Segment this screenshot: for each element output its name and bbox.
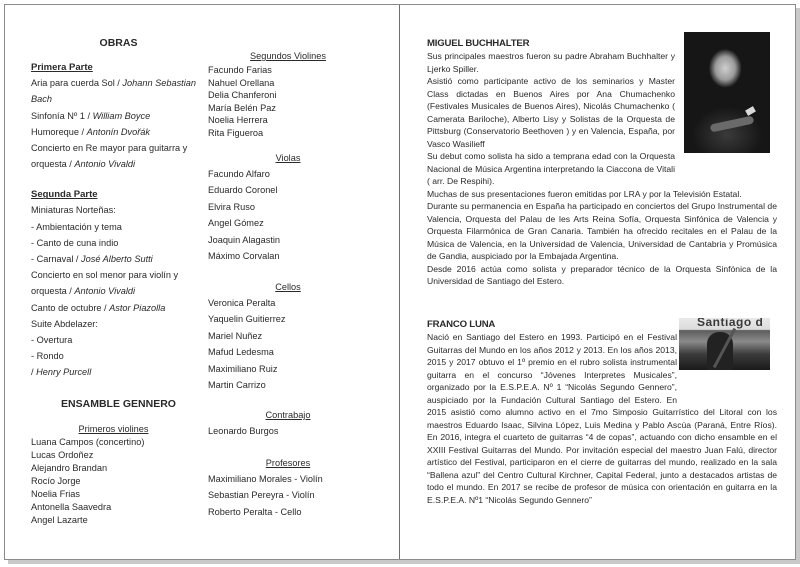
work-title: / bbox=[31, 367, 37, 378]
member-list bbox=[31, 436, 206, 527]
bio-paragraph: Desde 2016 actúa como solista y preparador técnico de la Orquesta Sinfónica de la Universidad de Santiago del Estero. bbox=[427, 263, 777, 286]
bio-paragraph: Asistió como participante activo de los seminarios y Master Class dictadas en Buenos Aires por Ana Chumachenko (Festivales Musicales de Buenos Aires), Nicolás Chumachenko ( Camerata Bariloche), Alberto Lisy y Solistas de la Orquesta de Pittsburg (Conservatorio Beethoven ) y en Valencia, España, por Vasco Wasilieff bbox=[427, 76, 675, 149]
member-name: Mariel Nuñez bbox=[208, 330, 263, 341]
work-title: - Carnaval / bbox=[31, 254, 82, 265]
work-composer: Johann Sebastian Bach bbox=[31, 78, 196, 105]
work-title: - Ambientación y tema bbox=[31, 221, 122, 232]
program-work bbox=[31, 348, 206, 364]
member-name: Sebastian Pereyra - Violín bbox=[208, 490, 315, 501]
program-work bbox=[31, 251, 206, 267]
work-composer: Henry Purcell bbox=[36, 367, 92, 378]
section-heading: Contrabajo bbox=[265, 410, 311, 420]
program-work bbox=[31, 364, 206, 380]
bio-name: MIGUEL BUCHHALTER bbox=[427, 38, 530, 49]
section-heading: Profesores bbox=[265, 458, 311, 468]
section-teachers bbox=[208, 457, 368, 520]
member-name: Noelia Herrera bbox=[208, 115, 268, 126]
work-title: Concierto en Re mayor para guitarra y orquesta / bbox=[31, 143, 188, 170]
member-name: Veronica Peralta bbox=[208, 298, 276, 308]
member-name: Facundo Alfaro bbox=[208, 169, 270, 179]
bio-paragraph: Muchas de sus presentaciones fueron emitidas por LRA y por la Televisión Estatal. bbox=[427, 188, 742, 199]
member-name: Joaquin Alagastin bbox=[208, 234, 281, 245]
member-name: Maximiliano Morales - Violín bbox=[208, 474, 323, 484]
program-work bbox=[31, 75, 206, 107]
work-title: Sinfonía Nº 1 / bbox=[31, 110, 93, 121]
bio-paragraph: Su debut como solista ha sido a temprana edad con la Orquesta Nacional de Música Argentina interpretando la Ciaccona de Vitali ( arr. De Respihi). bbox=[427, 151, 675, 186]
program-work bbox=[31, 140, 206, 172]
member-name: Rita Figueroa bbox=[208, 127, 264, 138]
second-part-works bbox=[31, 202, 206, 380]
member-name: Eduardo Coronel bbox=[208, 185, 278, 196]
work-composer: Antonio Vivaldi bbox=[74, 286, 136, 297]
member-name: Elvira Ruso bbox=[208, 201, 255, 212]
program-work bbox=[31, 202, 206, 218]
bio-franco-luna bbox=[427, 318, 777, 506]
member-list bbox=[208, 166, 368, 264]
member-list bbox=[208, 64, 368, 140]
work-title: - Rondo bbox=[31, 351, 64, 362]
work-title: Canto de octubre / bbox=[31, 302, 110, 313]
section-heading: Cellos bbox=[275, 282, 301, 292]
second-part-title: Segunda Parte bbox=[31, 189, 98, 201]
section-cellos bbox=[208, 281, 368, 393]
work-title: - Canto de cuna indio bbox=[31, 237, 119, 248]
work-title: Aria para cuerda Sol / bbox=[31, 78, 123, 89]
member-name: Luana Campos (concertino) bbox=[31, 437, 145, 447]
member-list bbox=[208, 295, 368, 393]
member-name: Máximo Corvalan bbox=[208, 251, 280, 262]
section-first-violins bbox=[31, 423, 206, 527]
section-heading: Segundos Violines bbox=[250, 51, 326, 61]
member-name: Roberto Peralta - Cello bbox=[208, 506, 302, 517]
bio-paragraph bbox=[427, 331, 777, 506]
work-composer: Antonín Dvořák bbox=[86, 126, 150, 137]
section-heading: Violas bbox=[275, 153, 301, 163]
work-title: Suite Abdelazer: bbox=[31, 318, 98, 329]
work-title: Humoreque / bbox=[31, 126, 87, 137]
member-name: Angel Gómez bbox=[208, 218, 264, 229]
photo-banner-text: Santiago d bbox=[697, 318, 764, 329]
section-double-bass bbox=[208, 409, 368, 439]
work-title: - Overtura bbox=[31, 335, 73, 346]
program-work bbox=[31, 332, 206, 348]
bio-text: Nació en Santiago del Estero en 1993. Participó en el Festival Guitarras del Mundo en los años 2012 y 2013. En los años 2013, 2015 y 2017 obtuvo el 1º premio en el rubro solista instrumental guitarra en el concurso “Jóvenes Interpretes Musicales”, organizado por la E.S.P.E.A. Nº 1 “Nicolás Segundo Gennero”, auspiciado por la Fundación Cultural Santiago del Estero. En 2015 asistió como alumno activo en el 7mo Simposio Guitarrístico del Litoral con los maestros Eduardo Isaac, Silvina López, Luis Medina y Pablo Ascúa (Paraná, Entre Ríos). En 2016, integra el cuarteto de guitarras “4 de copas”, actuando con dicho ensamble en el XXIII Festival Guitarras del Mundo. Por invitación especial del maestro Juan Falú, director artístico del Festival, participaron en el cierre de guitarras del mundo, realizado en la sala “Ballena azul” del Centro Cultural Kirchner, Capital Federal, junto a destacados artistas de todo el mundo. En 2017 se recibe de profesor de música con orientación en guitarra en la E.S.P.E.A. Nº1 “Nicolás Segundo Gennero” bbox=[427, 332, 777, 505]
member-name: Yaquelin Guitierrez bbox=[208, 314, 286, 325]
work-title: Miniaturas Norteñas: bbox=[31, 205, 116, 216]
member-name: Alejandro Brandan bbox=[31, 463, 108, 473]
member-name: Leonardo Burgos bbox=[208, 426, 279, 436]
member-name: Martin Carrizo bbox=[208, 380, 266, 391]
member-name: Facundo Farias bbox=[208, 65, 272, 75]
first-part-title: Primera Parte bbox=[31, 62, 93, 74]
program-work bbox=[31, 235, 206, 251]
member-name: Rocío Jorge bbox=[31, 476, 81, 486]
work-title: Concierto en sol menor para violín y orquesta / bbox=[31, 270, 179, 297]
section-second-violins bbox=[208, 50, 368, 140]
program-column bbox=[31, 35, 206, 381]
bio-paragraph: Durante su permanencia en España ha participado en conciertos del Grupo Instrumental de Valencia, Orquesta del Palau de les Arts Reina Sofía, Orquesta Sinfónica de Valencia y Orquesta Filarmónica de Gran Canaria. También ha ofrecido recitales en el Palau de la Música de Valencia, en la Universidad de Valencia, Universidad de Cantabria y Promúsica de Gandia, auspiciado por la Embajada Argentina. bbox=[427, 201, 777, 261]
member-name: Antonella Saavedra bbox=[31, 502, 112, 512]
program-work bbox=[31, 267, 206, 299]
member-name: Angel Lazarte bbox=[31, 515, 88, 525]
member-name: Nahuel Orellana bbox=[208, 77, 275, 88]
first-part-works bbox=[31, 75, 206, 172]
left-page bbox=[5, 5, 399, 559]
program-work bbox=[31, 300, 206, 316]
work-composer: José Alberto Sutti bbox=[81, 254, 153, 265]
program-title: OBRAS bbox=[99, 37, 138, 49]
member-name: Maximiliano Ruiz bbox=[208, 363, 278, 374]
member-list bbox=[208, 423, 368, 439]
member-name: Lucas Ordoñez bbox=[31, 450, 94, 460]
bio-name: FRANCO LUNA bbox=[427, 319, 496, 330]
work-composer: Antonio Vivaldi bbox=[74, 159, 136, 170]
program-work bbox=[31, 316, 206, 332]
bio-miguel-buchhalter bbox=[427, 37, 777, 288]
work-composer: Astor Piazolla bbox=[109, 302, 166, 313]
bio-paragraph: Sus principales maestros fueron su padre Abraham Buchhalter y Ljerko Spiller. bbox=[427, 51, 675, 74]
booklet-spread bbox=[4, 4, 796, 560]
member-list bbox=[208, 471, 368, 520]
work-composer: William Boyce bbox=[92, 110, 151, 121]
right-page bbox=[400, 5, 795, 559]
ensemble-title: ENSAMBLE GENNERO bbox=[61, 398, 176, 410]
member-name: Mafud Ledesma bbox=[208, 347, 274, 358]
program-work bbox=[31, 108, 206, 124]
section-violas bbox=[208, 152, 368, 264]
program-work bbox=[31, 124, 206, 140]
member-name: Delia Chanferoni bbox=[208, 90, 277, 101]
member-name: María Belén Paz bbox=[208, 102, 276, 113]
member-name: Noelia Frias bbox=[31, 489, 81, 499]
program-work bbox=[31, 219, 206, 235]
section-heading: Primeros violines bbox=[78, 424, 149, 434]
